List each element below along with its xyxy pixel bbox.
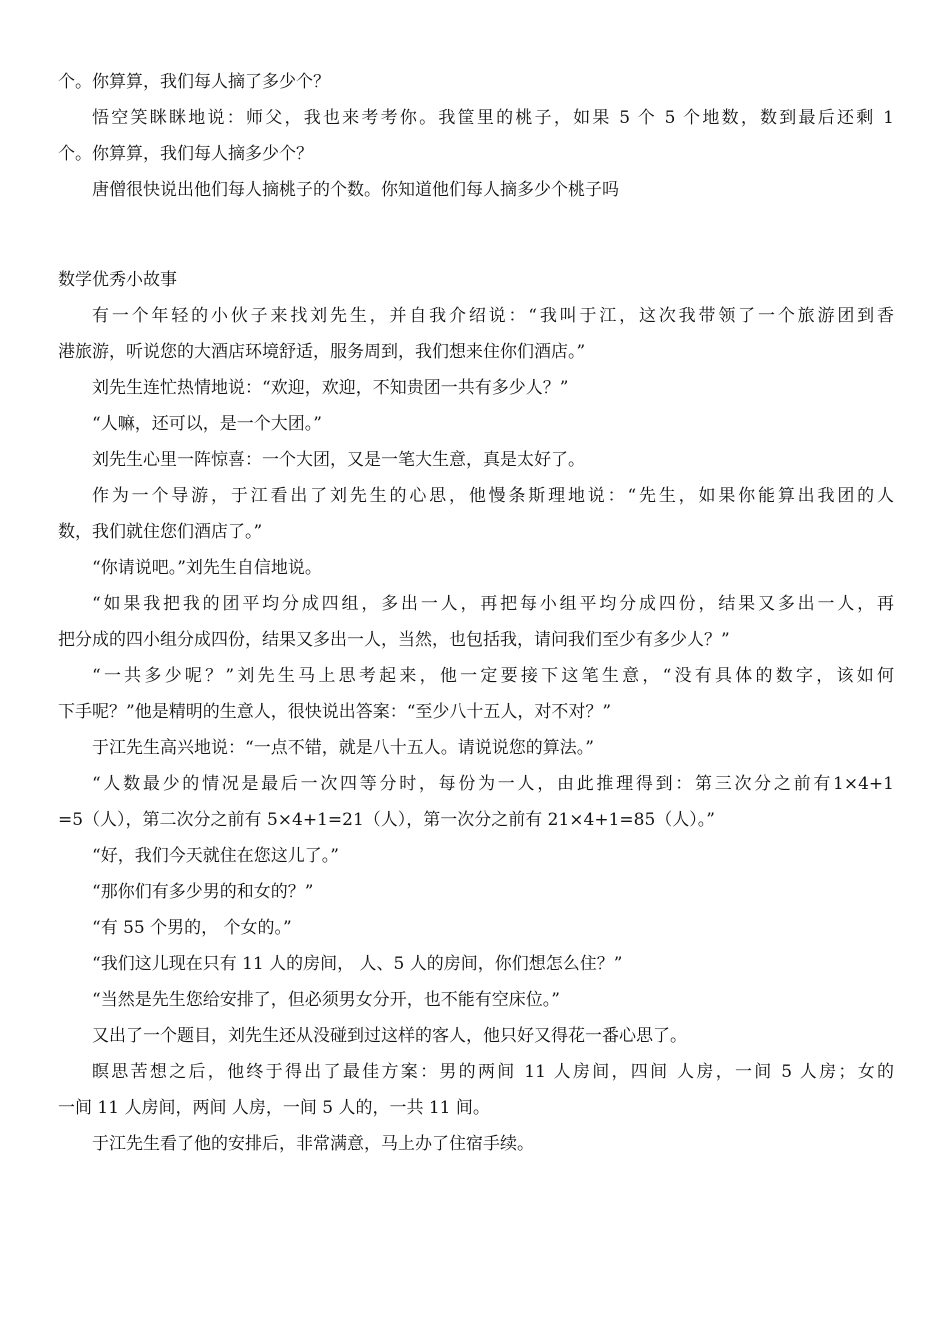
paragraph (58, 910, 894, 946)
text-line: “人数最少的情况是最后一次四等分时，每份为一人，由此推理得到：第三次分之前有1×4+1 (92, 774, 894, 794)
text-line: “如果我把我的团平均分成四组，多出一人，再把每小组平均分成四份，结果又多出一人，再 (92, 594, 894, 614)
paragraph (58, 298, 894, 370)
text-line: “那你们有多少男的和女的？” (92, 882, 314, 902)
paragraph (58, 982, 894, 1018)
text-line: “人嘛，还可以，是一个大团。” (92, 414, 322, 434)
paragraph (58, 946, 894, 982)
paragraph (58, 838, 894, 874)
paragraph (58, 442, 894, 478)
text-line: 个。你算算，我们每人摘了多少个？ (58, 72, 330, 92)
text-line: 下手呢？”他是精明的生意人，很快说出答案：“至少八十五人，对不对？” (58, 702, 612, 722)
text-line: “你请说吧。”刘先生自信地说。 (92, 558, 322, 578)
text-line: 有一个年轻的小伙子来找刘先生，并自我介绍说：“我叫于江，这次我带领了一个旅游团到香 (92, 306, 894, 326)
text-line: “一共多少呢？”刘先生马上思考起来，他一定要接下这笔生意，“没有具体的数字，该如何 (92, 666, 894, 686)
text-line: =5（人），第二次分之前有 5×4+1=21（人），第一次分之前有 21×4+1=85（人）。” (58, 810, 715, 830)
paragraph (58, 1054, 894, 1126)
text-line: “我们这儿现在只有 11 人的房间， 人、5 人的房间，你们想怎么住？” (92, 954, 623, 974)
text-line: 悟空笑眯眯地说：师父，我也来考考你。我筐里的桃子，如果 5 个 5 个地数，数到最后还剩 1 (92, 108, 894, 128)
text-line: 把分成的四小组分成四份，结果又多出一人，当然，也包括我，请问我们至少有多少人？” (58, 630, 730, 650)
paragraph (58, 730, 894, 766)
paragraph (58, 370, 894, 406)
text-line: 唐僧很快说出他们每人摘桃子的个数。你知道他们每人摘多少个桃子吗 (92, 180, 619, 200)
paragraph (58, 1126, 894, 1162)
section-heading (58, 262, 894, 298)
section-gap (58, 208, 894, 262)
paragraph (58, 478, 894, 550)
paragraph (58, 172, 894, 208)
text-line: “当然是先生您给安排了，但必须男女分开，也不能有空床位。” (92, 990, 560, 1010)
text-line: 作为一个导游，于江看出了刘先生的心思，他慢条斯理地说：“先生，如果你能算出我团的人 (92, 486, 894, 506)
paragraph (58, 406, 894, 442)
text-line: 于江先生看了他的安排后，非常满意，马上办了住宿手续。 (92, 1134, 534, 1154)
paragraph (58, 874, 894, 910)
text-line: “好，我们今天就住在您这儿了。” (92, 846, 339, 866)
text-line: 数，我们就住您们酒店了。” (58, 522, 263, 542)
text-line: 数学优秀小故事 (58, 270, 177, 290)
text-line: 又出了一个题目，刘先生还从没碰到过这样的客人，他只好又得花一番心思了。 (92, 1026, 687, 1046)
text-line: 刘先生连忙热情地说：“欢迎，欢迎，不知贵团一共有多少人？” (92, 378, 569, 398)
text-line: 于江先生高兴地说：“一点不错，就是八十五人。请说说您的算法。” (92, 738, 594, 758)
paragraph (58, 100, 894, 172)
paragraph (58, 64, 894, 100)
text-line: “有 55 个男的， 个女的。” (92, 918, 292, 938)
document-body (58, 64, 894, 1162)
text-line: 港旅游，听说您的大酒店环境舒适，服务周到，我们想来住你们酒店。” (58, 342, 586, 362)
text-line: 刘先生心里一阵惊喜：一个大团，又是一笔大生意，真是太好了。 (92, 450, 585, 470)
paragraph (58, 550, 894, 586)
text-line: 个。你算算，我们每人摘多少个？ (58, 144, 313, 164)
paragraph (58, 658, 894, 730)
paragraph (58, 1018, 894, 1054)
text-line: 一间 11 人房间，两间 人房，一间 5 人的，一共 11 间。 (58, 1098, 490, 1118)
text-line: 瞑思苦想之后，他终于得出了最佳方案：男的两间 11 人房间，四间 人房，一间 5 人房；女的 (92, 1062, 894, 1082)
paragraph (58, 586, 894, 658)
paragraph (58, 766, 894, 838)
